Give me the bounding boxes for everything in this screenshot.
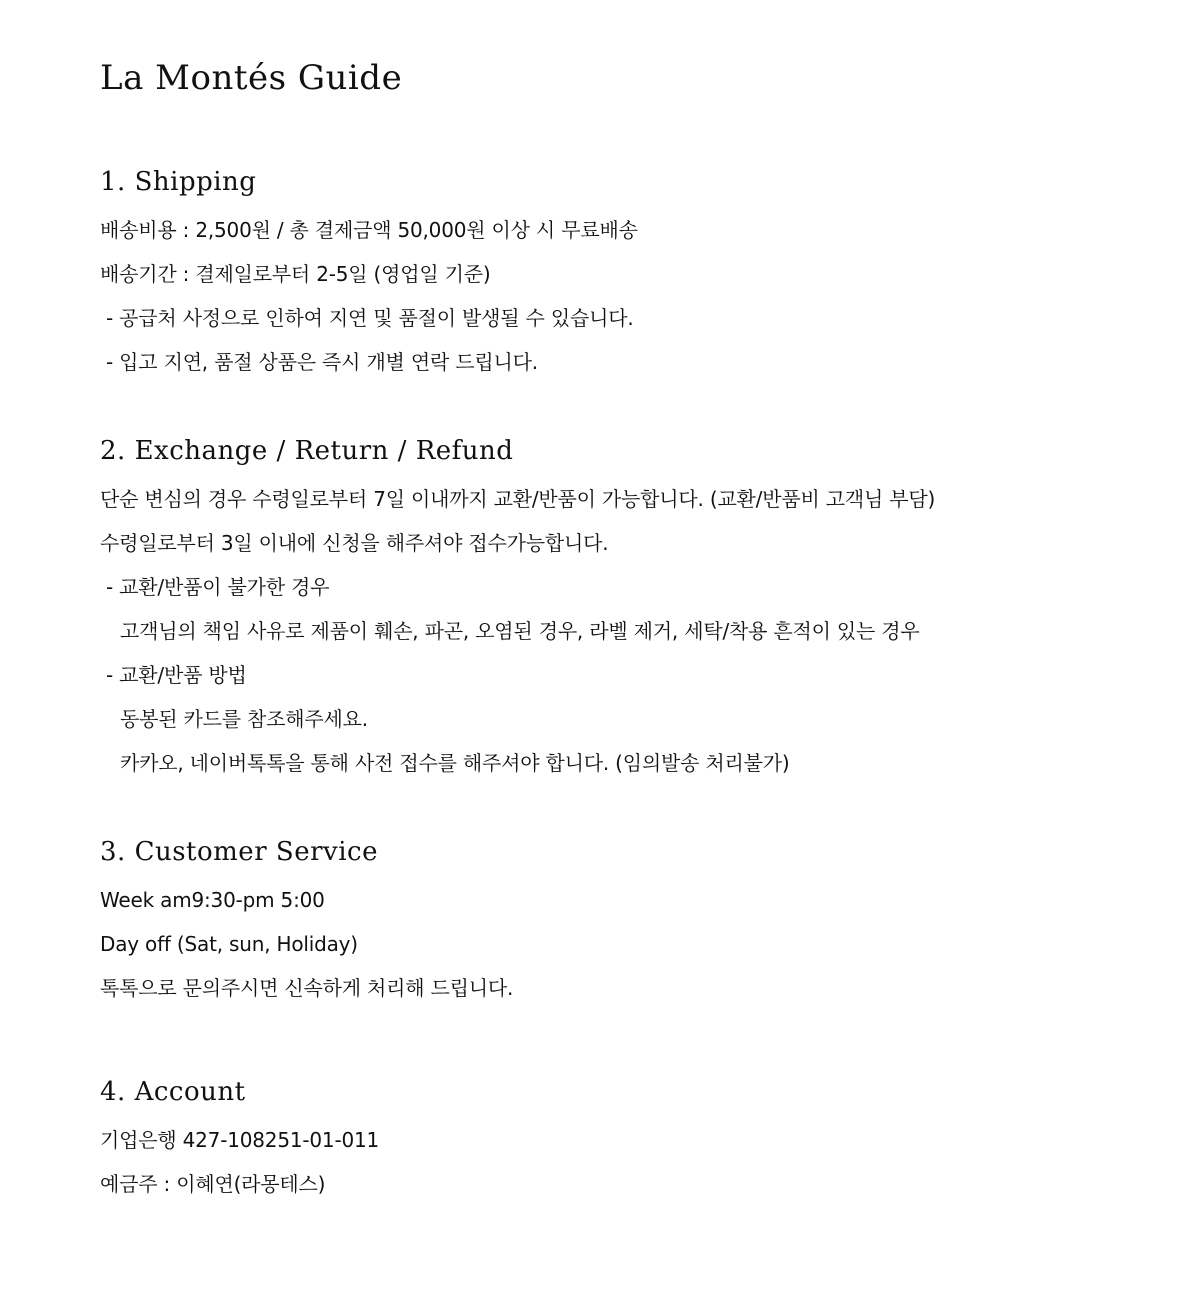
exchange-method-contact: 카카오, 네이버톡톡을 통해 사전 접수를 해주셔야 합니다. (임의발송 처리불가) (120, 751, 790, 775)
shipping-delay-note: - 공급처 사정으로 인하여 지연 및 품절이 발생될 수 있습니다. (106, 306, 634, 330)
account-number-line: 기업은행 427-108251-01-011 (100, 1128, 380, 1152)
exchange-method-heading: - 교환/반품 방법 (106, 663, 247, 687)
exchange-heading: 2. Exchange / Return / Refund (100, 436, 514, 466)
exchange-unavailable-heading: - 교환/반품이 불가한 경우 (106, 575, 330, 599)
account-heading: 4. Account (100, 1077, 246, 1107)
exchange-section (100, 433, 1160, 785)
customer-service-heading: 3. Customer Service (100, 837, 378, 867)
shipping-cost-line: 배송비용 : 2,500원 / 총 결제금액 50,000원 이상 시 무료배송 (100, 218, 638, 242)
shipping-lines (100, 208, 1160, 384)
account-lines (100, 1118, 1160, 1206)
cs-hours-line: Week am9:30-pm 5:00 (100, 888, 325, 912)
shipping-heading: 1. Shipping (100, 167, 257, 197)
shipping-period-line: 배송기간 : 결제일로부터 2-5일 (영업일 기준) (100, 262, 491, 286)
exchange-unavailable-detail: 고객님의 책임 사유로 제품이 훼손, 파곤, 오염된 경우, 라벨 제거, 세탁/착용 흔적이 있는 경우 (120, 619, 920, 643)
customer-service-lines (100, 878, 1160, 1010)
page-title: La Montés Guide (100, 58, 403, 98)
exchange-deadline-line: 수령일로부터 3일 이내에 신청을 해주셔야 접수가능합니다. (100, 531, 609, 555)
shipping-section (100, 164, 1160, 384)
exchange-policy-line: 단순 변심의 경우 수령일로부터 7일 이내까지 교환/반품이 가능합니다. (교환/반품비 고객님 부담) (100, 487, 936, 511)
account-holder-line: 예금주 : 이혜연(라몽테스) (100, 1172, 326, 1196)
cs-talk-line: 톡톡으로 문의주시면 신속하게 처리해 드립니다. (100, 976, 514, 1000)
account-section (100, 1074, 1160, 1206)
exchange-lines (100, 477, 1160, 785)
shipping-contact-note: - 입고 지연, 품절 상품은 즉시 개별 연락 드립니다. (106, 350, 538, 374)
customer-service-section (100, 834, 1160, 1010)
cs-dayoff-line: Day off (Sat, sun, Holiday) (100, 932, 358, 956)
exchange-method-card: 동봉된 카드를 참조해주세요. (120, 707, 368, 731)
